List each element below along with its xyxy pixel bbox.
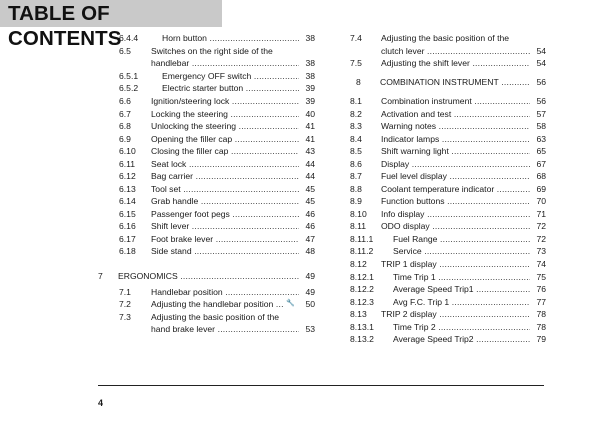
toc-entry-number: 8.11.2: [350, 246, 374, 256]
toc-entry-title: Seat lock .....: [151, 158, 299, 170]
toc-entry[interactable]: [350, 220, 546, 232]
toc-entry-number: 6.14: [119, 196, 136, 206]
toc-entry[interactable]: [119, 208, 315, 220]
toc-entry-title: Side stand .....: [151, 245, 299, 257]
toc-entry-title: Foot brake lever .....: [151, 233, 299, 245]
toc-entry-page: 39: [305, 83, 315, 93]
toc-entry-number: 8.4: [350, 133, 362, 144]
toc-entry[interactable]: [350, 133, 546, 145]
toc-entry-page: 38: [305, 70, 315, 81]
toc-entry-page: 68: [536, 171, 546, 181]
toc-entry-title: Service .....: [393, 245, 530, 257]
toc-entry-title: Grab handle .....: [151, 195, 299, 207]
toc-entry-title: Activation and test .....: [381, 108, 530, 120]
toc-entry[interactable]: [119, 233, 315, 245]
toc-entry-page: 50: [305, 299, 315, 309]
toc-entry-page: 57: [536, 108, 546, 119]
toc-entry[interactable]: [350, 145, 546, 157]
toc-entry-title: TRIP 1 display .....: [381, 258, 530, 270]
toc-entry-page: 40: [305, 108, 315, 119]
toc-entry-number: 6.5.2: [119, 83, 139, 93]
toc-entry[interactable]: [119, 45, 315, 57]
toc-entry-page: 74: [536, 259, 546, 269]
toc-entry-title: Ignition/steering lock .....: [151, 95, 299, 107]
toc-entry-number: 8.1: [350, 96, 362, 106]
toc-entry-title: ODO display .....: [381, 220, 530, 232]
toc-entry-page: 78: [536, 321, 546, 332]
toc-entry[interactable]: [119, 298, 315, 310]
toc-entry-number: 6.15: [119, 208, 136, 219]
toc-entry-page: 54: [536, 45, 546, 56]
toc-entry-number: 6.5.1: [119, 70, 139, 81]
toc-entry-title: Locking the steering .....: [151, 108, 299, 120]
toc-entry-number: 7.5: [350, 58, 362, 68]
toc-entry[interactable]: [350, 108, 546, 120]
toc-entry-title: TRIP 2 display .....: [381, 308, 530, 320]
toc-entry-number: 8.10: [350, 208, 367, 219]
toc-entry-title: Average Speed Trip2 .....: [393, 333, 530, 345]
toc-entry-page: 39: [305, 96, 315, 106]
toc-entry-title: Emergency OFF switch .....: [162, 70, 299, 82]
toc-entry-number: 8.11.1: [350, 233, 374, 244]
toc-entry[interactable]: [119, 220, 315, 232]
toc-entry-title: Adjusting the handlebar position .....: [151, 298, 283, 310]
toc-entry-page: 47: [305, 233, 315, 244]
toc-entry[interactable]: [119, 286, 315, 298]
toc-entry-number: 6.5: [119, 45, 131, 56]
toc-entry-number: 8.12: [350, 259, 367, 269]
toc-entry[interactable]: [350, 333, 546, 345]
toc-entry-title: Handlebar position .....: [151, 286, 299, 298]
toc-entry-number: 8.8: [350, 183, 362, 194]
toc-entry-number: 6.9: [119, 133, 131, 144]
toc-entry-number: 6.11: [119, 158, 136, 169]
toc-entry-number: 6.4.4: [119, 33, 139, 43]
toc-entry-number: 8.6: [350, 158, 362, 169]
toc-entry[interactable]: [350, 170, 546, 182]
toc-entry-number: 6.10: [119, 146, 136, 156]
toc-entry-title: COMBINATION INSTRUMENT .....: [380, 76, 530, 88]
toc-entry[interactable]: [350, 271, 546, 283]
toc-entry-number: 8: [356, 77, 361, 87]
toc-entry-number: 8.3: [350, 121, 362, 131]
toc-entry[interactable]: [350, 308, 546, 320]
toc-entry[interactable]: [119, 108, 315, 120]
toc-entry-page: 75: [536, 271, 546, 282]
toc-entry-title: Combination instrument .....: [381, 95, 530, 107]
toc-entry-title: Switches on the right side of the: [151, 45, 273, 56]
toc-entry[interactable]: [119, 183, 315, 195]
toc-entry[interactable]: [119, 133, 315, 145]
toc-entry-page: 53: [305, 324, 315, 334]
toc-entry-number: 6.18: [119, 246, 136, 256]
toc-entry-page: 78: [536, 309, 546, 319]
toc-entry-number: 8.12.3: [350, 296, 374, 307]
toc-entry-page: 54: [536, 58, 546, 68]
toc-entry-page: 58: [536, 121, 546, 131]
toc-entry-number: 6.13: [119, 183, 136, 194]
toc-entry-title: Electric starter button .....: [162, 82, 299, 94]
toc-entry-title: Warning notes .....: [381, 120, 530, 132]
toc-entry-title: Opening the filler cap .....: [151, 133, 299, 145]
toc-entry-page: 56: [536, 96, 546, 106]
toc-entry-title: Function buttons .....: [381, 195, 530, 207]
toc-entry-title: Info display .....: [381, 208, 530, 220]
toc-entry-number: 6.7: [119, 108, 131, 119]
toc-entry-title: Unlocking the steering .....: [151, 120, 299, 132]
toc-entry[interactable]: [119, 323, 315, 335]
wrench-icon: 🔧: [286, 300, 295, 307]
toc-entry-page: 72: [536, 221, 546, 231]
toc-entry-title: handlebar .....: [151, 57, 299, 69]
toc-entry-page: 79: [536, 334, 546, 344]
toc-entry-title: Time Trip 2 .....: [393, 321, 530, 333]
toc-entry[interactable]: [350, 195, 546, 207]
toc-entry-page: 71: [536, 208, 546, 219]
toc-entry-page: 63: [536, 133, 546, 144]
toc-entry-title: Closing the filler cap .....: [151, 145, 299, 157]
toc-entry-number: 6.8: [119, 121, 131, 131]
toc-entry[interactable]: [119, 145, 315, 157]
toc-entry[interactable]: [350, 233, 546, 245]
toc-entry-title: Adjusting the basic position of the: [381, 33, 510, 43]
toc-entry-number: 8.2: [350, 108, 362, 119]
toc-entry-title: Tool set .....: [151, 183, 299, 195]
toc-entry-title: Horn button .....: [162, 32, 299, 44]
toc-entry[interactable]: [356, 76, 546, 88]
toc-entry[interactable]: [119, 170, 315, 182]
toc-entry-page: 43: [305, 146, 315, 156]
toc-entry-title: Adjusting the shift lever .....: [381, 57, 530, 69]
toc-entry-title: Indicator lamps .....: [381, 133, 530, 145]
toc-entry-title: ERGONOMICS .....: [118, 270, 299, 282]
toc-entry[interactable]: [350, 95, 546, 107]
toc-entry-number: 8.9: [350, 196, 362, 206]
toc-entry-number: 7.2: [119, 299, 131, 309]
toc-entry-title: Passenger foot pegs .....: [151, 208, 299, 220]
toc-entry[interactable]: [350, 208, 546, 220]
toc-entry-number: 8.13.2: [350, 334, 374, 344]
toc-entry-title: Adjusting the basic position of the: [151, 311, 280, 322]
toc-entry-number: 8.13: [350, 309, 367, 319]
toc-entry-page: 49: [305, 286, 315, 297]
toc-entry-page: 67: [536, 158, 546, 169]
toc-entry-number: 8.12.2: [350, 284, 374, 294]
toc-entry[interactable]: [350, 258, 546, 270]
toc-entry-title: Fuel Range .....: [393, 233, 530, 245]
toc-entry[interactable]: [119, 57, 315, 69]
toc-entry-title: Avg F.C. Trip 1 .....: [393, 296, 530, 308]
toc-entry-title: Time Trip 1 .....: [393, 271, 530, 283]
toc-entry-title: Display .....: [381, 158, 530, 170]
toc-entry-number: 7: [98, 271, 103, 281]
toc-entry-page: 38: [305, 58, 315, 68]
toc-entry-title: Coolant temperature indicator .....: [381, 183, 530, 195]
toc-entry-page: 73: [536, 246, 546, 256]
toc-entry-page: 70: [536, 196, 546, 206]
toc-entry[interactable]: [350, 158, 546, 170]
toc-entry-title: Fuel level display .....: [381, 170, 530, 182]
toc-entry-title: Bag carrier .....: [151, 170, 299, 182]
toc-entry-title: Average Speed Trip1 .....: [393, 283, 530, 295]
toc-entry[interactable]: [350, 57, 546, 69]
toc-entry[interactable]: [350, 321, 546, 333]
page-title: TABLE OF CONTENTS: [8, 2, 122, 50]
toc-entry-number: 7.4: [350, 33, 362, 43]
toc-entry-page: 38: [305, 33, 315, 43]
page-number: 4: [98, 398, 104, 408]
toc-entry-page: 56: [536, 77, 546, 87]
toc-entry-title: Shift warning light .....: [381, 145, 530, 157]
footer-divider: [98, 385, 544, 386]
toc-entry-page: 48: [305, 246, 315, 256]
toc-entry[interactable]: [350, 32, 546, 44]
toc-entry[interactable]: [350, 283, 546, 295]
toc-entry-page: 72: [536, 233, 546, 244]
toc-entry-page: 46: [305, 221, 315, 231]
toc-entry-title: Shift lever .....: [151, 220, 299, 232]
toc-entry[interactable]: [119, 158, 315, 170]
toc-entry[interactable]: [350, 183, 546, 195]
toc-entry-title: hand brake lever .....: [151, 323, 299, 335]
toc-entry[interactable]: [119, 95, 315, 107]
toc-entry-page: 41: [305, 133, 315, 144]
toc-entry-number: 8.5: [350, 146, 362, 156]
toc-entry[interactable]: [350, 245, 546, 257]
toc-entry[interactable]: [119, 245, 315, 257]
toc-entry-page: 45: [305, 196, 315, 206]
toc-entry[interactable]: [350, 120, 546, 132]
toc-entry-number: 8.7: [350, 171, 362, 181]
toc-entry-title: clutch lever .....: [381, 45, 530, 57]
toc-entry-page: 44: [305, 158, 315, 169]
toc-entry-number: 8.12.1: [350, 271, 374, 282]
toc-entry-page: 41: [305, 121, 315, 131]
toc-entry-page: 44: [305, 171, 315, 181]
toc-entry-number: 6.12: [119, 171, 136, 181]
toc-entry[interactable]: [119, 82, 315, 94]
toc-entry-number: 7.1: [119, 286, 131, 297]
toc-entry-page: 77: [536, 296, 546, 307]
toc-entry[interactable]: [98, 270, 315, 282]
toc-entry[interactable]: [350, 296, 546, 308]
toc-entry[interactable]: [119, 120, 315, 132]
toc-entry[interactable]: [119, 32, 315, 44]
toc-entry-page: 49: [305, 271, 315, 281]
toc-entry[interactable]: [350, 45, 546, 57]
toc-entry-page: 76: [536, 284, 546, 294]
toc-entry-number: 6.6: [119, 96, 131, 106]
toc-entry-number: 6.16: [119, 221, 136, 231]
toc-entry-page: 65: [536, 146, 546, 156]
toc-entry[interactable]: [119, 195, 315, 207]
toc-entry[interactable]: [119, 311, 315, 323]
toc-entry-number: 7.3: [119, 311, 131, 322]
toc-entry-number: 8.11: [350, 221, 367, 231]
toc-entry[interactable]: [119, 70, 315, 82]
toc-entry-page: 46: [305, 208, 315, 219]
toc-entry-number: 8.13.1: [350, 321, 374, 332]
toc-entry-page: 45: [305, 183, 315, 194]
toc-entry-number: 6.17: [119, 233, 136, 244]
toc-entry-page: 69: [536, 183, 546, 194]
